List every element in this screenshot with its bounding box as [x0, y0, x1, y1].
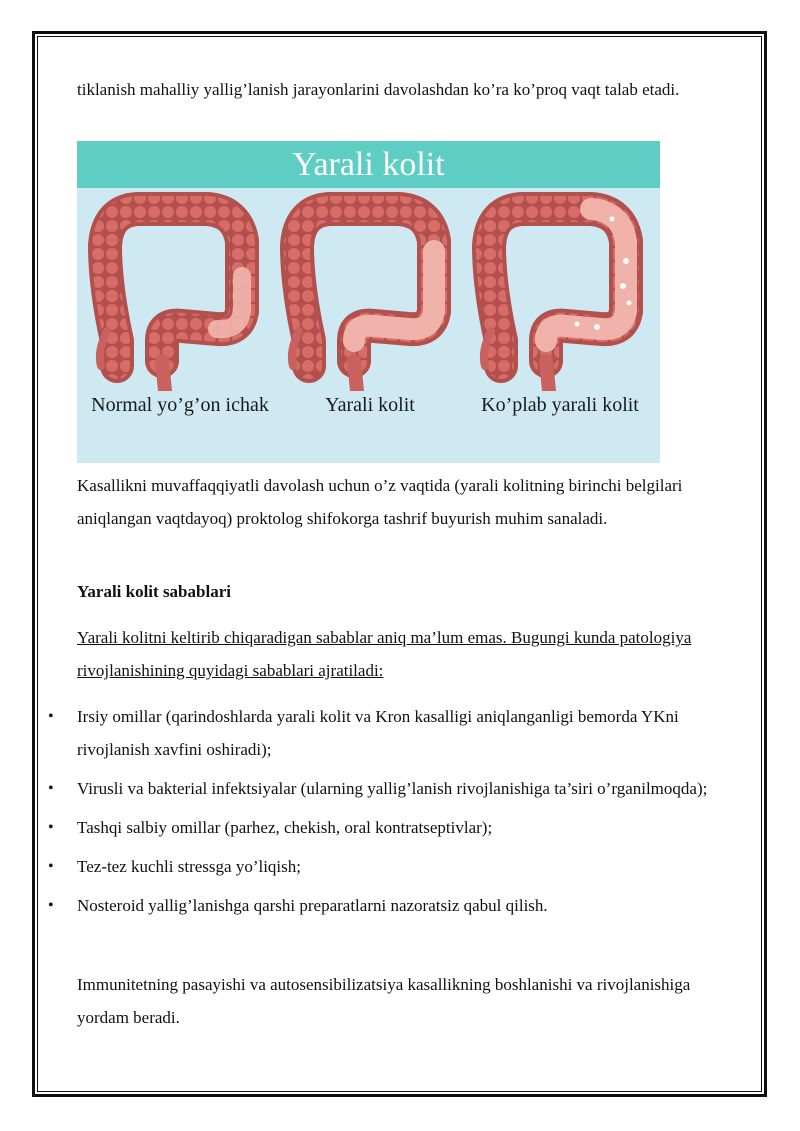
colon-severe-ulcerative [484, 209, 632, 391]
colon-ulcerative [292, 209, 434, 391]
bullet-icon: • [48, 858, 54, 875]
list-item [0, 772, 800, 805]
list-item-text: Irsiy omillar (qarindoshlarda yarali kolit va Kron kasalligi aniqlanganligi bemorda YKni rivojlanish xavfini oshiradi); [77, 707, 679, 759]
list-item [0, 811, 800, 844]
list-item [0, 889, 800, 922]
label-severe-ulcerative-colitis: Ko’plab yarali kolit [481, 394, 639, 416]
paragraph-after-figure: Kasallikni muvaffaqqiyatli davolash uchun o’z vaqtida (yarali kolitning birinchi belgilari aniqlangan vaqtdayoq) proktolog shifokorga tashrif buyurish muhim sanaladi. [77, 476, 683, 528]
causes-list [0, 700, 800, 928]
paragraph-bottom: Immunitetning pasayishi va autosensibilizatsiya kasallikning boshlanishi va rivojlanishiga yordam beradi. [77, 975, 691, 1027]
list-item-text: Virusli va bakterial infektsiyalar (ularning yallig’lanish rivojlanishiga ta’siri o’rganilmoqda); [77, 779, 708, 798]
list-item-text: Nosteroid yallig’lanishga qarshi preparatlarni nazoratsiz qabul qilish. [77, 896, 548, 915]
section-intro: Yarali kolitni keltirib chiqaradigan sabablar aniq ma’lum emas. Bugungi kunda patologiya rivojlanishining quyidagi sabablari ajratiladi: [77, 628, 692, 680]
bullet-icon: • [48, 780, 54, 797]
ulcerative-colitis-illustration [77, 141, 660, 463]
paragraph-top: tiklanish mahalliy yallig’lanish jarayonlarini davolashdan ko’ra ko’proq vaqt talab etadi. [77, 80, 680, 99]
list-item-text: Tez-tez kuchli stressga yo’liqish; [77, 857, 301, 876]
figure-title: Yarali kolit [292, 146, 445, 183]
bullet-icon: • [48, 897, 54, 914]
section-heading: Yarali kolit sabablari [77, 582, 231, 601]
label-ulcerative-colitis: Yarali kolit [325, 394, 415, 416]
colon-normal [100, 209, 242, 391]
label-normal-colon: Normal yo’g’on ichak [91, 394, 269, 416]
colon-drawings [77, 191, 660, 391]
list-item [0, 700, 800, 766]
list-item-text: Tashqi salbiy omillar (parhez, chekish, oral kontratseptivlar); [77, 818, 493, 837]
list-item [0, 850, 800, 883]
bullet-icon: • [48, 819, 54, 836]
bullet-icon: • [48, 708, 54, 725]
